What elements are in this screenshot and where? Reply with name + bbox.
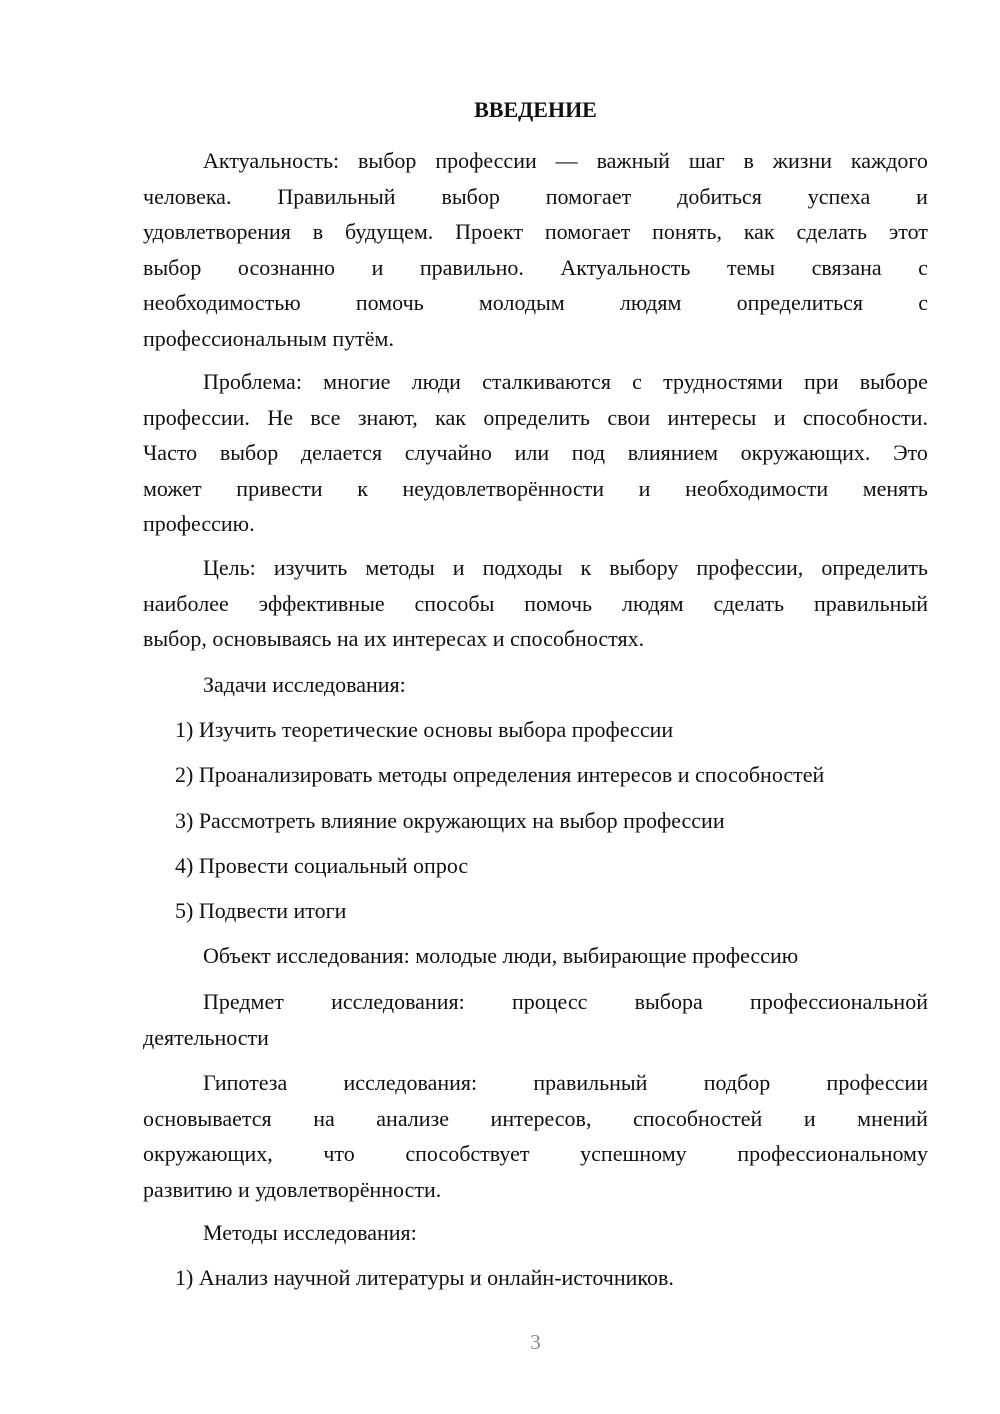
method-item: 1) Анализ научной литературы и онлайн-источников. [175, 1265, 674, 1290]
task-item: 2) Проанализировать методы определения интересов и способностей [175, 762, 825, 787]
text-line: развитию и удовлетворённости. [143, 1176, 442, 1202]
text-line: выбор, основываясь на их интересах и способностях. [143, 626, 645, 651]
text-line: профессии. Не все знают, как определить свои интересы и способности. [143, 404, 928, 430]
text-line: человека. Правильный выбор помогает добиться успеха и [143, 183, 928, 209]
text-line: профессию. [143, 511, 255, 536]
text-line: деятельности [143, 1024, 269, 1050]
text-line: профессиональным путём. [143, 325, 394, 351]
paragraph-relevance [143, 143, 928, 356]
text-line: Гипотеза исследования: правильный подбор профессии [203, 1070, 928, 1095]
text-line: наиболее эффективные способы помочь людям сделать правильный [143, 590, 928, 616]
task-item: 1) Изучить теоретические основы выбора профессии [175, 717, 674, 742]
page-number: 3 [530, 1330, 541, 1354]
paragraph-goal [143, 550, 928, 657]
text-line: Часто выбор делается случайно или под влиянием окружающих. Это [143, 440, 928, 465]
task-item: 3) Рассмотреть влияние окружающих на выбор профессии [175, 808, 725, 833]
text-line: Актуальность: выбор профессии — важный шаг в жизни каждого [203, 148, 928, 173]
text-line: окружающих, что способствует успешному профессиональному [143, 1141, 928, 1166]
text-line: удовлетворения в будущем. Проект помогает понять, как сделать этот [143, 219, 928, 244]
text-line: Предмет исследования: процесс выбора профессиональной [203, 989, 928, 1014]
text-line: основывается на анализе интересов, способностей и мнений [143, 1105, 928, 1131]
text-line: выбор осознанно и правильно. Актуальность темы связана с [143, 254, 928, 280]
task-item: 5) Подвести итоги [175, 898, 347, 923]
task-item: 4) Провести социальный опрос [175, 853, 469, 878]
methods-heading: Методы исследования: [203, 1220, 417, 1245]
research-object: Объект исследования: молодые люди, выбирающие профессию [203, 943, 799, 968]
text-line: может привести к неудовлетворённости и необходимости менять [143, 475, 928, 501]
paragraph-hypothesis [143, 1065, 928, 1207]
section-title: ВВЕДЕНИЕ [474, 97, 597, 122]
text-line: Цель: изучить методы и подходы к выбору профессии, определить [203, 555, 928, 580]
tasks-heading: Задачи исследования: [203, 672, 406, 697]
paragraph-problem [143, 364, 928, 542]
text-line: Проблема: многие люди сталкиваются с трудностями при выборе [203, 369, 928, 394]
paragraph-subject [143, 984, 928, 1055]
text-line: необходимостью помочь молодым людям определиться с [143, 290, 928, 315]
